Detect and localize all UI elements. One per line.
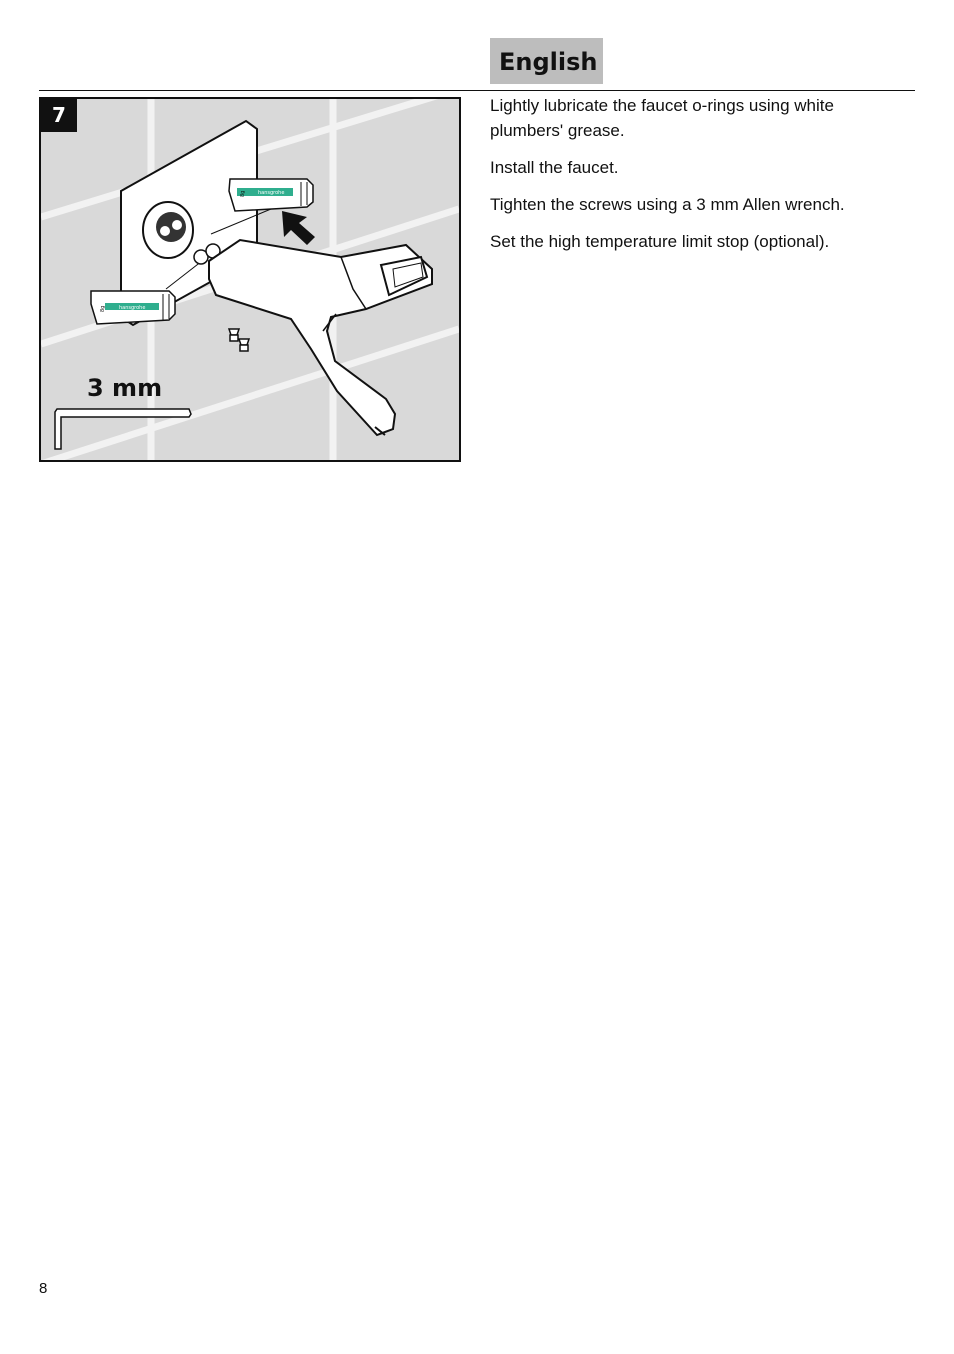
- step-number-badge: 7: [41, 99, 77, 132]
- instruction-step-lubricate: Lightly lubricate the faucet o-rings using white plumbers' grease.: [490, 96, 834, 140]
- tube-brand-label: hansgrohe: [258, 190, 285, 196]
- step-illustration: [39, 97, 461, 462]
- language-tab: English: [490, 38, 603, 84]
- header-rule: [39, 90, 915, 91]
- instruction-step-install: Install the faucet.: [490, 158, 619, 177]
- grease-tube-top: [229, 179, 313, 211]
- wrench-size-label: 3 mm: [87, 374, 163, 402]
- tube-weight-label: 8g: [240, 190, 246, 197]
- instruction-list: [490, 93, 910, 266]
- tube-weight-label: 8g: [100, 305, 106, 312]
- page-number: 8: [39, 1280, 48, 1297]
- tube-brand-label: hansgrohe: [119, 305, 146, 311]
- faucet-installation-drawing: [41, 99, 459, 460]
- instruction-step-limit-stop: Set the high temperature limit stop (optional).: [490, 232, 830, 251]
- grease-tube-left: [91, 291, 175, 324]
- instruction-step-tighten: Tighten the screws using a 3 mm Allen wrench.: [490, 195, 845, 214]
